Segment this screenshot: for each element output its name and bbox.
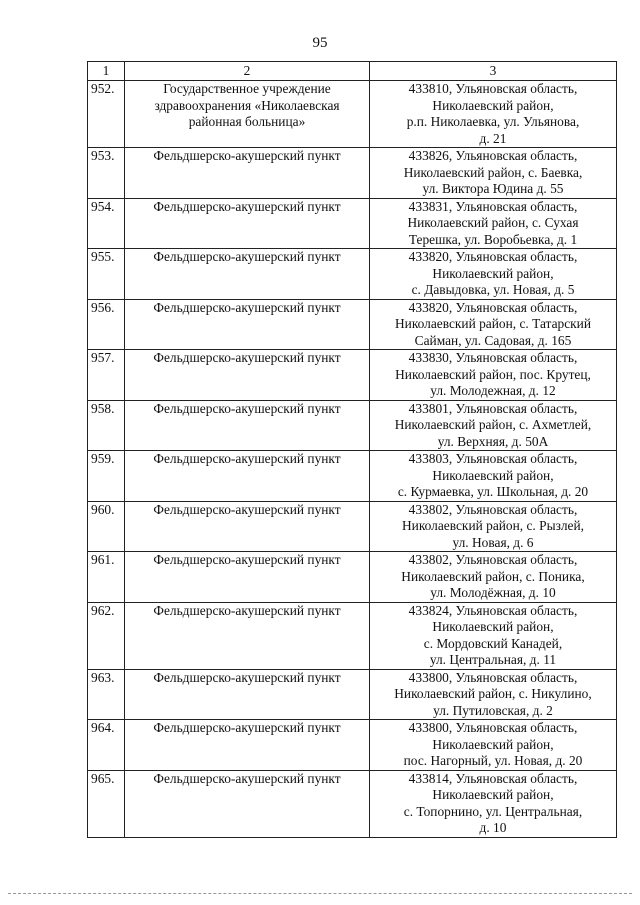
facility-address-line: 433820, Ульяновская область, <box>408 249 578 264</box>
table-row <box>88 451 617 502</box>
table-row <box>88 669 617 720</box>
facility-address <box>370 669 617 720</box>
table-row <box>88 198 617 249</box>
facility-address-line: ул. Молодёжная, д. 10 <box>430 585 556 600</box>
facility-address <box>370 249 617 300</box>
table-row <box>88 400 617 451</box>
facility-address-line: 433801, Ульяновская область, <box>408 400 578 416</box>
facility-address-line: 433800, Ульяновская область, <box>408 669 578 685</box>
row-number: 953. <box>88 148 125 199</box>
facility-name-line: Фельдшерско-акушерский пункт <box>153 451 341 466</box>
row-number: 961. <box>88 552 125 603</box>
facility-name-line: Фельдшерско-акушерский пункт <box>153 602 341 618</box>
facility-name-line: районная больница» <box>188 114 306 129</box>
facility-address <box>370 552 617 603</box>
facility-address-line: 433814, Ульяновская область, <box>408 770 578 786</box>
row-number: 956. <box>88 299 125 350</box>
facility-address-line: Николаевский район, пос. Крутец, <box>395 366 591 382</box>
facility-address <box>370 501 617 552</box>
facility-address-line: Николаевский район, с. Баевка, <box>403 164 583 180</box>
facility-address <box>370 81 617 148</box>
facility-address <box>370 198 617 249</box>
facility-address-line: 433800, Ульяновская область, <box>408 720 578 735</box>
row-number: 957. <box>88 350 125 401</box>
facility-address <box>370 350 617 401</box>
facility-name-line: Фельдшерско-акушерский пункт <box>153 148 341 163</box>
facility-address <box>370 148 617 199</box>
facility-address-line: Николаевский район, <box>432 787 554 802</box>
facility-name-line: Государственное учреждение <box>163 81 331 96</box>
facility-address-line: ул. Путиловская, д. 2 <box>433 702 553 718</box>
column-header-1: 1 <box>88 62 125 81</box>
column-header-3: 3 <box>370 62 617 81</box>
row-number: 959. <box>88 451 125 502</box>
row-number: 958. <box>88 400 125 451</box>
facility-address-line: с. Курмаевка, ул. Школьная, д. 20 <box>397 484 589 499</box>
table-row <box>88 249 617 300</box>
facility-name <box>125 350 370 401</box>
facility-address-line: д. 21 <box>479 130 507 146</box>
row-number: 955. <box>88 249 125 300</box>
facility-address-line: ул. Новая, д. 6 <box>452 534 534 550</box>
facility-name <box>125 451 370 502</box>
table-row <box>88 552 617 603</box>
facility-name-line: Фельдшерско-акушерский пункт <box>153 501 341 517</box>
facility-address-line: 433803, Ульяновская область, <box>408 451 578 466</box>
table-row <box>88 720 617 771</box>
facility-address-line: Терешка, ул. Воробьевка, д. 1 <box>408 231 578 247</box>
row-number: 952. <box>88 81 125 148</box>
facility-address-line: Николаевский район, <box>432 467 554 483</box>
facility-name-line: Фельдшерско-акушерский пункт <box>153 552 341 567</box>
facility-name <box>125 249 370 300</box>
facility-address <box>370 451 617 502</box>
facility-name <box>125 669 370 720</box>
table-row <box>88 81 617 148</box>
table-row <box>88 299 617 350</box>
facility-address-line: с. Топорнино, ул. Центральная, <box>403 803 583 819</box>
table-row <box>88 350 617 401</box>
facility-address-line: р.п. Николаевка, ул. Ульянова, <box>406 114 580 129</box>
facility-address-line: ул. Верхняя, д. 50А <box>437 433 549 449</box>
table-header-row <box>88 62 617 81</box>
facility-address-line: Николаевский район, <box>432 265 554 281</box>
facility-name <box>125 501 370 552</box>
table-row <box>88 501 617 552</box>
facility-address <box>370 770 617 837</box>
row-number: 954. <box>88 198 125 249</box>
row-number: 964. <box>88 720 125 771</box>
facility-address-line: Николаевский район, с. Никулино, <box>394 686 592 701</box>
facility-name <box>125 198 370 249</box>
facility-address-line: Николаевский район, с. Рызлей, <box>402 518 584 533</box>
facility-address <box>370 602 617 669</box>
facility-name-line: Фельдшерско-акушерский пункт <box>153 720 341 735</box>
facility-address-line: пос. Нагорный, ул. Новая, д. 20 <box>403 753 583 768</box>
facility-address-line: ул. Виктора Юдина д. 55 <box>422 181 564 196</box>
facility-name <box>125 299 370 350</box>
scan-edge-line <box>8 893 632 896</box>
facility-address-line: 433820, Ульяновская область, <box>408 299 578 315</box>
facility-address-line: Николаевский район, <box>432 619 554 634</box>
facility-address-line: 433826, Ульяновская область, <box>408 148 578 163</box>
facility-address-line: Николаевский район, с. Поника, <box>401 568 585 584</box>
facility-address-line: с. Мордовский Канадей, <box>423 635 563 651</box>
row-number: 960. <box>88 501 125 552</box>
page-number: 95 <box>312 35 328 51</box>
facility-address-line: ул. Молодежная, д. 12 <box>430 383 556 398</box>
facility-address-line: д. 10 <box>479 820 507 835</box>
facility-address-line: Николаевский район, с. Татарский <box>394 316 591 331</box>
facility-name <box>125 400 370 451</box>
table-row <box>88 602 617 669</box>
facility-address-line: Сайман, ул. Садовая, д. 165 <box>414 332 572 348</box>
facility-address-line: 433810, Ульяновская область, <box>408 81 578 96</box>
table-row <box>88 770 617 837</box>
facility-address-line: ул. Центральная, д. 11 <box>429 652 557 667</box>
facility-name-line: Фельдшерско-акушерский пункт <box>153 198 341 214</box>
facility-name-line: Фельдшерско-акушерский пункт <box>153 669 341 685</box>
facility-address <box>370 720 617 771</box>
facility-address <box>370 400 617 451</box>
facility-name <box>125 81 370 148</box>
facility-address-line: 433802, Ульяновская область, <box>408 552 578 567</box>
row-number: 962. <box>88 602 125 669</box>
facility-address-line: 433831, Ульяновская область, <box>408 198 578 214</box>
facility-name <box>125 720 370 771</box>
facility-name-line: Фельдшерско-акушерский пункт <box>153 350 341 365</box>
facility-name-line: Фельдшерско-акушерский пункт <box>153 299 341 315</box>
facility-address <box>370 299 617 350</box>
facility-address-line: Николаевский район, <box>432 736 554 752</box>
facility-name-line: Фельдшерско-акушерский пункт <box>153 770 341 786</box>
facility-address-line: 433824, Ульяновская область, <box>408 602 578 618</box>
facility-address-line: Николаевский район, с. Ахметлей, <box>394 417 592 432</box>
facility-address-line: 433802, Ульяновская область, <box>408 501 578 517</box>
facility-address-line: 433830, Ульяновская область, <box>408 350 578 365</box>
row-number: 963. <box>88 669 125 720</box>
facility-name <box>125 552 370 603</box>
facilities-table <box>87 61 617 838</box>
facility-name-line: Фельдшерско-акушерский пункт <box>153 249 341 264</box>
facility-address-line: Николаевский район, <box>432 97 554 113</box>
column-header-2: 2 <box>125 62 370 81</box>
row-number: 965. <box>88 770 125 837</box>
facility-name <box>125 602 370 669</box>
facility-name-line: Фельдшерско-акушерский пункт <box>153 400 341 416</box>
facility-name <box>125 148 370 199</box>
facility-name <box>125 770 370 837</box>
facility-name-line: здравоохранения «Николаевская <box>154 97 340 113</box>
facility-address-line: с. Давыдовка, ул. Новая, д. 5 <box>411 282 575 297</box>
table-row <box>88 148 617 199</box>
facility-address-line: Николаевский район, с. Сухая <box>407 215 579 230</box>
